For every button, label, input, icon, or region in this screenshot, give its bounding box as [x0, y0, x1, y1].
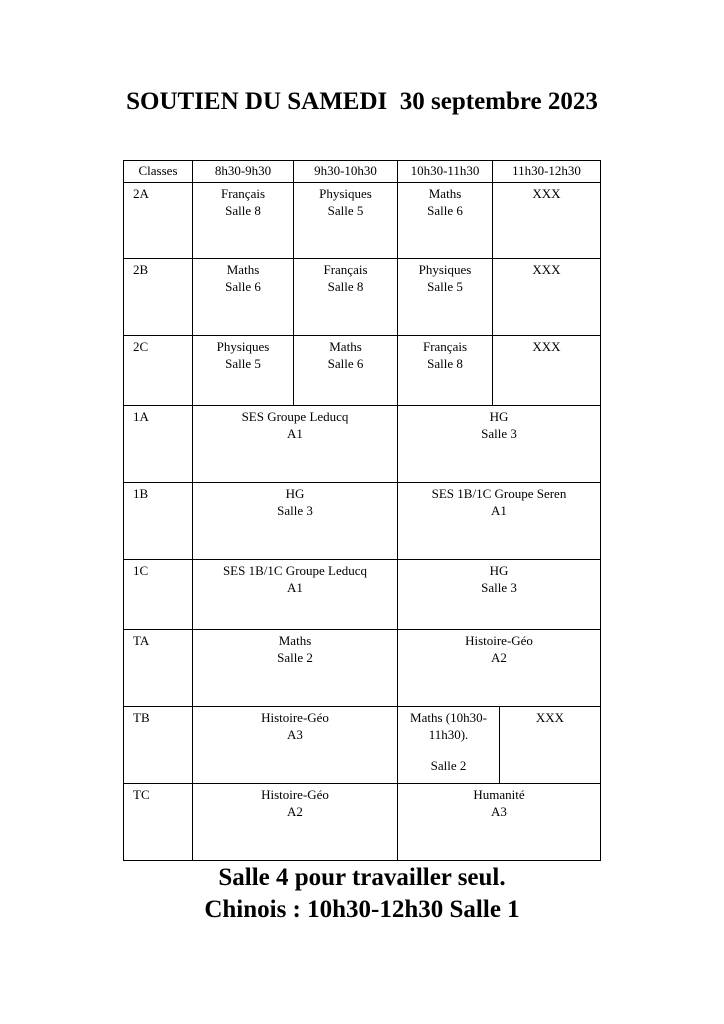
course-cell: Physiques Salle 5: [398, 259, 493, 336]
header-cell-slot-2: 9h30-10h30: [294, 161, 398, 183]
course-cell: Histoire-Géo A2: [193, 784, 398, 861]
class-label: 2C: [124, 336, 193, 406]
class-label: TC: [124, 784, 193, 861]
course-cell: SES 1B/1C Groupe Seren A1: [398, 483, 601, 560]
course-cell: Histoire-Géo A3: [193, 707, 398, 784]
course-cell: Français Salle 8: [398, 336, 493, 406]
class-label: TA: [124, 630, 193, 707]
class-label: 1A: [124, 406, 193, 483]
course-cell: Français Salle 8: [193, 183, 294, 259]
course-cell: Maths Salle 2: [193, 630, 398, 707]
course-cell: Humanité A3: [398, 784, 601, 861]
class-label: 2B: [124, 259, 193, 336]
course-cell: HG Salle 3: [193, 483, 398, 560]
course-cell: Maths Salle 6: [193, 259, 294, 336]
course-cell: Physiques Salle 5: [294, 183, 398, 259]
course-cell: XXX: [493, 259, 601, 336]
page-title: SOUTIEN DU SAMEDI 30 septembre 2023: [126, 88, 598, 115]
class-label: 2A: [124, 183, 193, 259]
header-cell-slot-4: 11h30-12h30: [493, 161, 601, 183]
course-cell: Histoire-Géo A2: [398, 630, 601, 707]
schedule-table: [123, 160, 601, 861]
course-cell: Maths Salle 6: [398, 183, 493, 259]
course-cell: Français Salle 8: [294, 259, 398, 336]
course-cell: XXX: [500, 707, 601, 784]
course-cell: XXX: [493, 336, 601, 406]
class-label: TB: [124, 707, 193, 784]
header-cell-slot-1: 8h30-9h30: [193, 161, 294, 183]
course-cell: SES 1B/1C Groupe Leducq A1: [193, 560, 398, 630]
course-cell: Maths (10h30- 11h30). Salle 2: [398, 707, 500, 784]
class-label: 1B: [124, 483, 193, 560]
header-cell-slot-3: 10h30-11h30: [398, 161, 493, 183]
header-cell-classes: Classes: [124, 161, 193, 183]
course-cell: Maths Salle 6: [294, 336, 398, 406]
course-cell: SES Groupe Leducq A1: [193, 406, 398, 483]
course-cell: HG Salle 3: [398, 406, 601, 483]
footer-note-chinois: Chinois : 10h30-12h30 Salle 1: [204, 896, 520, 923]
course-cell: XXX: [493, 183, 601, 259]
course-cell: Physiques Salle 5: [193, 336, 294, 406]
footer-note-salle: Salle 4 pour travailler seul.: [218, 864, 506, 891]
class-label: 1C: [124, 560, 193, 630]
course-cell: HG Salle 3: [398, 560, 601, 630]
